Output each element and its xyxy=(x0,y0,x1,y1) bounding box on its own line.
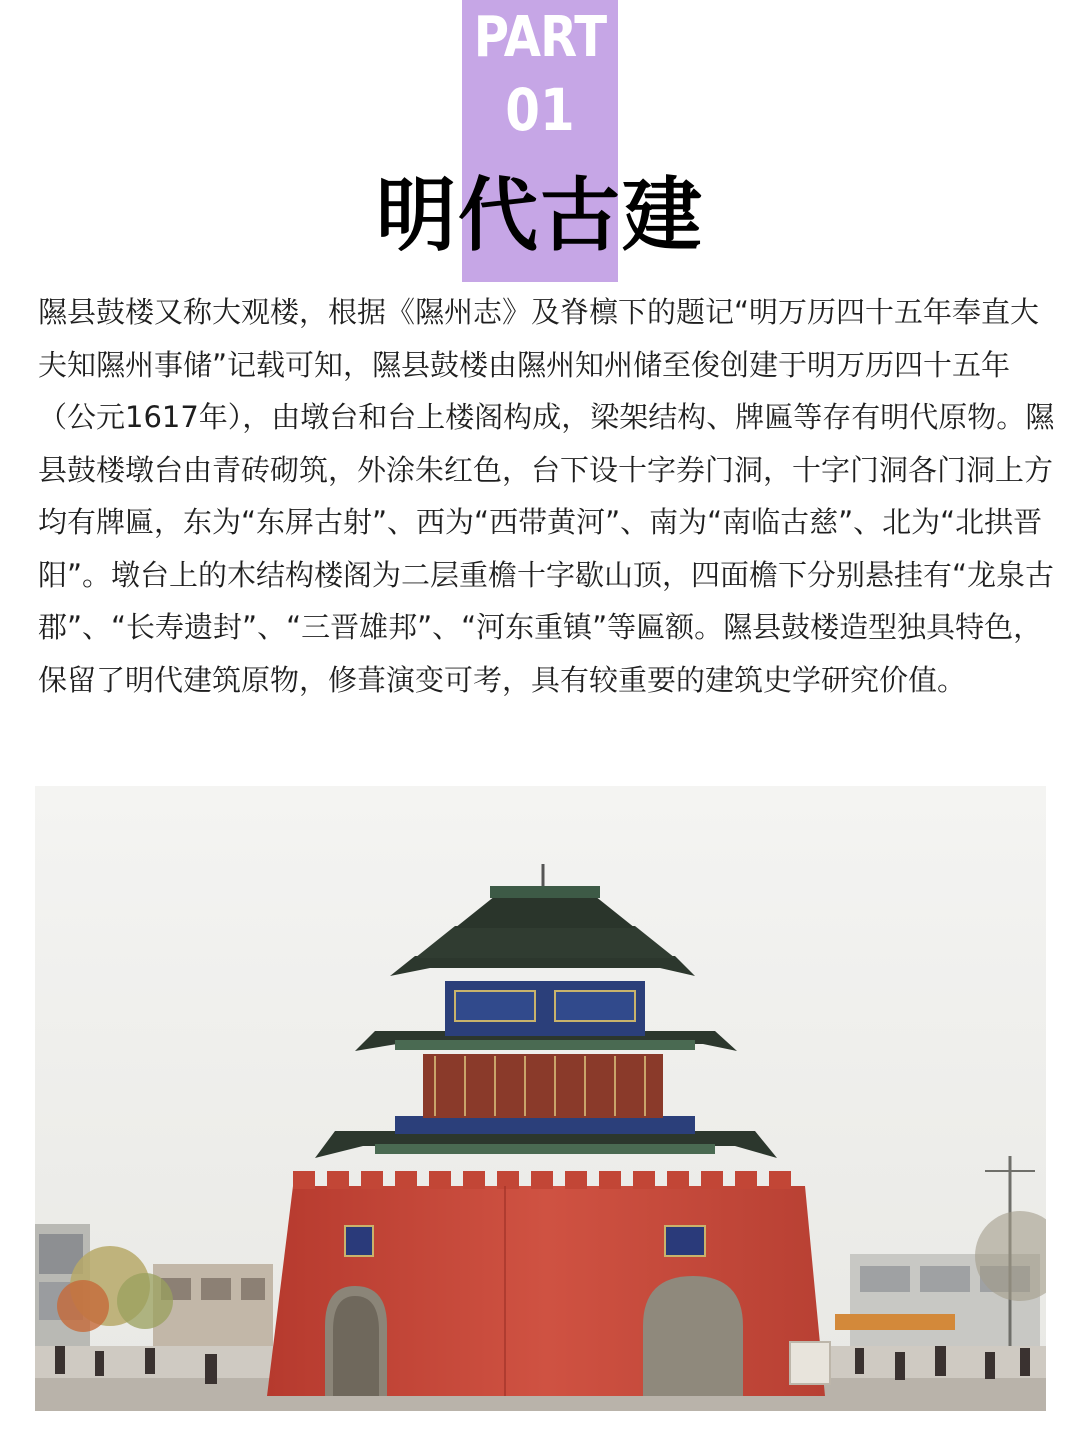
part-label: PART xyxy=(473,5,607,70)
part-number: 01 xyxy=(505,76,575,144)
body-paragraph: 隰县鼓楼又称大观楼，根据《隰州志》及脊檩下的题记“明万历四十五年奉直大夫知隰州事储”记载可知，隰县鼓楼由隰州知州储至俊创建于明万历四十五年（公元1617年），由墩台和台上楼阁构成，梁架结构、牌匾等存有明代原物。隰县鼓楼墩台由青砖砌筑，外涂朱红色，台下设十字券门洞，十字门洞各门洞上方均有牌匾，东为“东屏古射”、西为“西带黄河”、南为“南临古慈”、北为“北拱晋阳”。墩台上的木结构楼阁为二层重檐十字歇山顶，四面檐下分别悬挂有“龙泉古郡”、“长寿遗封”、“三晋雄邦”、“河东重镇”等匾额。隰县鼓楼造型独具特色，保留了明代建筑原物，修葺演变可考，具有较重要的建筑史学研究价值。 xyxy=(38,295,1055,697)
tower-base xyxy=(267,1171,830,1396)
drum-tower-photo xyxy=(35,786,1046,1411)
drum-tower-illustration xyxy=(35,786,1046,1411)
section-title: 明代古建 xyxy=(376,169,704,262)
